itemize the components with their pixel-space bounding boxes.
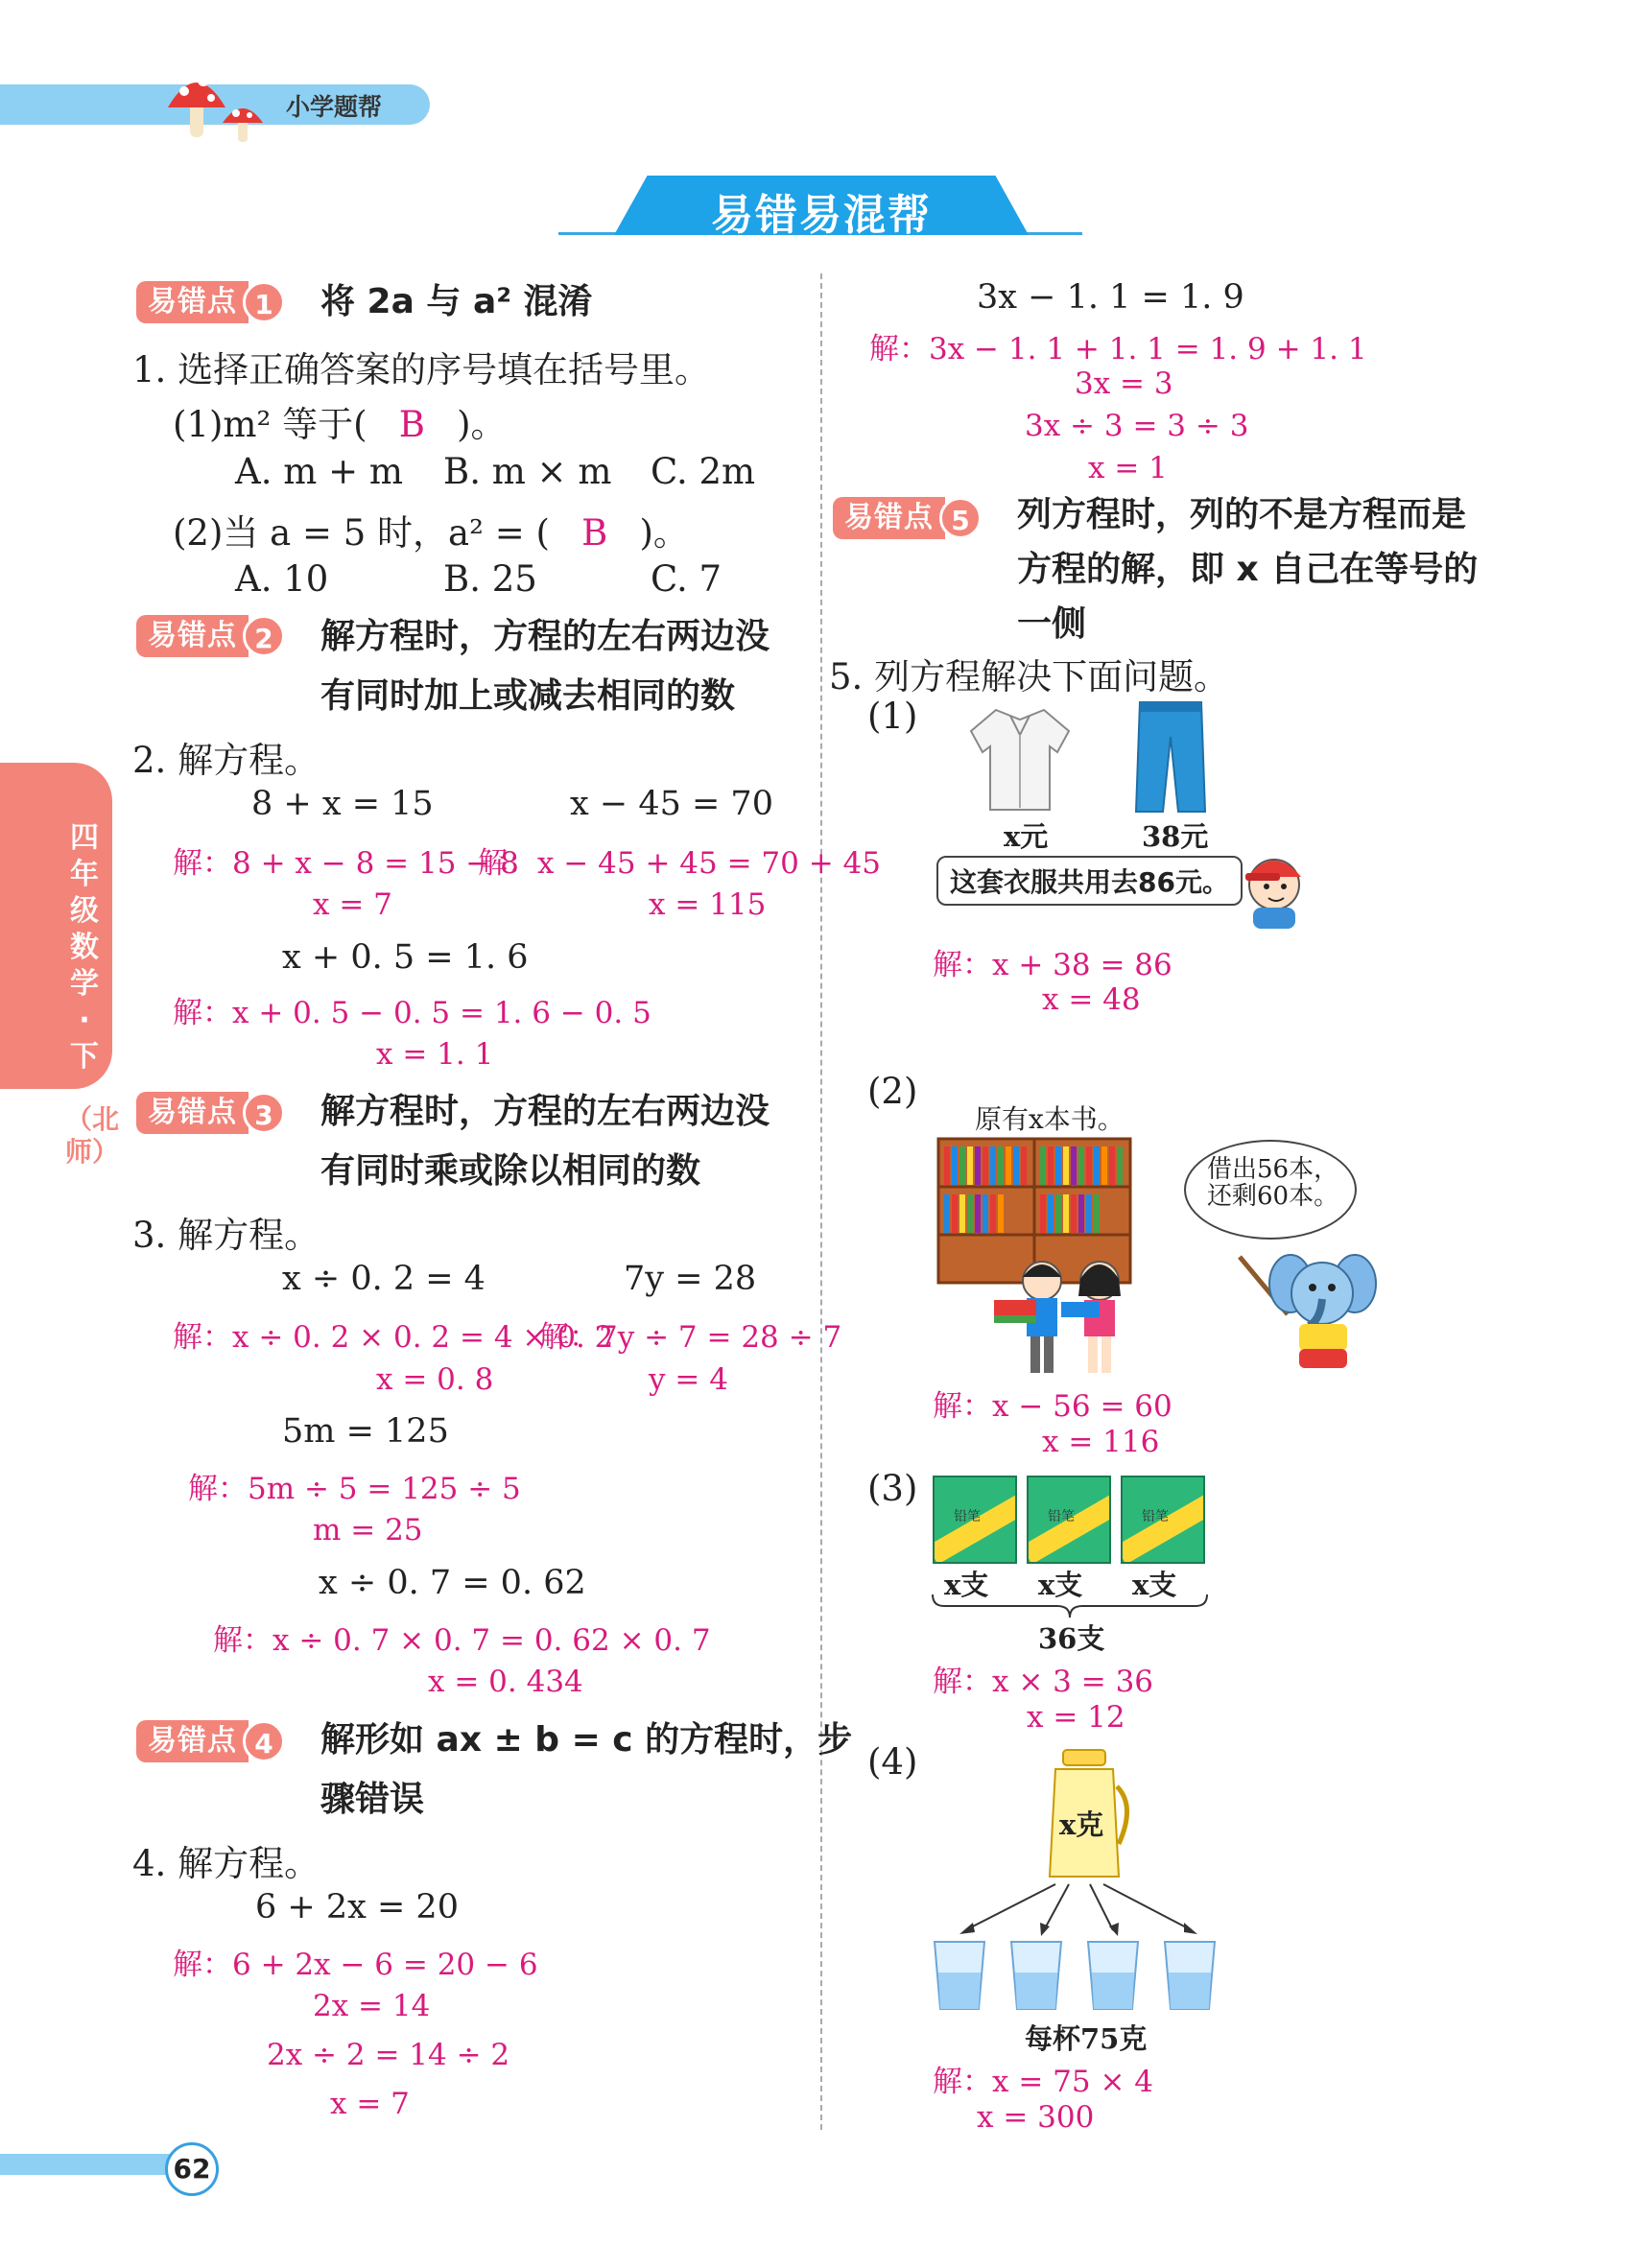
- error-point-badge-4: [136, 1719, 285, 1763]
- column-divider: [820, 273, 822, 2130]
- question-4-stem: 4. 解方程。: [132, 1843, 320, 1884]
- elephant-icon: [1238, 1238, 1382, 1382]
- q1-p2-option-a: A. 10: [235, 558, 329, 600]
- pants-price: 38元: [1142, 820, 1209, 853]
- q4-equation-2: 3x − 1. 1 = 1. 9: [977, 278, 1244, 317]
- shirt-price: x元: [1004, 820, 1049, 853]
- side-tab-edition: （北师）: [65, 1103, 120, 1168]
- q3-equation-4: x ÷ 0. 7 = 0. 62: [319, 1564, 586, 1602]
- error-point-badge-3: [136, 1091, 285, 1135]
- q2-solution-1-step-1: 解：8 + x − 8 = 15 − 8: [173, 846, 519, 881]
- q1-p1-prefix: (1)m² 等于(: [173, 404, 367, 445]
- mushroom-icon: [163, 58, 278, 149]
- pants-icon: [1132, 698, 1209, 817]
- pencil-box-label: 铅笔: [954, 1509, 981, 1524]
- q2-solution-2-step-2: x = 115: [649, 887, 767, 922]
- q3-equation-1: x ÷ 0. 2 = 4: [282, 1260, 485, 1298]
- pencil-stripe: [933, 1488, 1017, 1564]
- error-point-title-3: [320, 1082, 770, 1201]
- title-line-3: 一侧: [1017, 604, 1087, 644]
- pencil-box-label: 铅笔: [1142, 1509, 1169, 1524]
- title-line-1: 解方程时，方程的左右两边没: [320, 617, 770, 656]
- box-2-count: x支: [1038, 1569, 1083, 1601]
- error-point-badge-5: [833, 496, 982, 540]
- title-line-1: 解方程时，方程的左右两边没: [320, 1092, 770, 1131]
- q5-part-4-label: (4): [867, 1741, 918, 1783]
- question-3-stem: 3. 解方程。: [132, 1215, 320, 1256]
- shirt-icon: [967, 702, 1073, 815]
- q3-equation-3: 5m = 125: [282, 1412, 449, 1451]
- pencil-box-1: [933, 1476, 1017, 1564]
- q5-p2-caption: 原有x本书。: [975, 1103, 1125, 1135]
- error-point-title-1: 将 2a 与 a² 混淆: [320, 282, 593, 321]
- q5-p4-caption: 每杯75克: [1025, 2022, 1148, 2055]
- bookshelf-icon: [936, 1137, 1176, 1377]
- q4-solution-1-step-4: x = 7: [330, 2087, 410, 2121]
- q5-p4-solution-step-2: x = 300: [977, 2100, 1095, 2135]
- badge-label: 易错点: [136, 1720, 249, 1762]
- q1-p1-option-c: C. 2m: [651, 451, 756, 492]
- q5-p1-solution-step-1: 解：x + 38 = 86: [933, 948, 1172, 982]
- pencil-stripe: [1027, 1488, 1111, 1564]
- speech-bubble-2-text: [1207, 1156, 1338, 1210]
- q3-solution-3-step-1: 解：5m ÷ 5 = 125 ÷ 5: [188, 1472, 521, 1506]
- title-line-2: 骤错误: [320, 1780, 425, 1819]
- q5-p2-solution-step-1: 解：x − 56 = 60: [933, 1389, 1172, 1424]
- pencil-box-2: [1027, 1476, 1111, 1564]
- q2-solution-3-step-1: 解：x + 0. 5 − 0. 5 = 1. 6 − 0. 5: [173, 996, 651, 1030]
- question-1-part-1: [173, 395, 507, 447]
- q5-p2-solution-step-2: x = 116: [1042, 1425, 1160, 1459]
- q1-p2-answer: B: [581, 512, 608, 554]
- question-2-stem: 2. 解方程。: [132, 740, 320, 781]
- q5-p3-solution-step-1: 解：x × 3 = 36: [933, 1665, 1154, 1699]
- q5-p3-solution-step-2: x = 12: [1027, 1700, 1125, 1735]
- title-line-2: 方程的解，即 x 自己在等号的: [1017, 550, 1479, 589]
- box-1-count: x支: [944, 1569, 989, 1601]
- q5-part-2-label: (2): [867, 1071, 918, 1112]
- error-point-badge-1: [136, 280, 285, 324]
- q4-equation-1: 6 + 2x = 20: [255, 1888, 459, 1926]
- bubble-line-1: 借出56本，: [1207, 1155, 1339, 1184]
- kettle-label: x克: [1059, 1808, 1104, 1841]
- q3-solution-3-step-2: m = 25: [313, 1513, 423, 1547]
- q5-part-3-label: (3): [867, 1468, 918, 1509]
- q4-solution-1-step-3: 2x ÷ 2 = 14 ÷ 2: [267, 2038, 510, 2072]
- question-5-stem: 5. 列方程解决下面问题。: [829, 656, 1230, 697]
- q1-p2-prefix: (2)当 a = 5 时，a² = (: [173, 512, 550, 554]
- q2-equation-1: 8 + x = 15: [251, 785, 434, 823]
- title-line-2: 有同时加上或减去相同的数: [320, 676, 736, 716]
- q1-p2-option-b: B. 25: [443, 558, 537, 600]
- box-3-count: x支: [1132, 1569, 1177, 1601]
- q2-solution-2-step-1: 解：x − 45 + 45 = 70 + 45: [478, 846, 881, 881]
- brand-name: 小学题帮: [286, 93, 383, 121]
- q1-p1-option-a: A. m + m: [235, 451, 403, 492]
- badge-number: 1: [243, 281, 285, 323]
- q5-p4-solution-step-1: 解：x = 75 × 4: [933, 2065, 1154, 2099]
- pencil-stripe: [1121, 1488, 1205, 1564]
- q3-equation-2: 7y = 28: [624, 1260, 757, 1298]
- badge-number: 4: [243, 1720, 285, 1762]
- q4-solution-2-step-4: x = 1: [1088, 451, 1168, 485]
- pencil-box-label: 铅笔: [1048, 1509, 1075, 1524]
- title-line-1: 解形如 ax ± b = c 的方程时，步: [320, 1720, 853, 1760]
- badge-label: 易错点: [136, 1092, 249, 1134]
- error-point-title-2: [320, 607, 770, 726]
- page-title: 易错易混帮: [711, 191, 932, 240]
- q1-p1-answer: B: [398, 404, 425, 445]
- pencil-box-3: [1121, 1476, 1205, 1564]
- badge-label: 易错点: [833, 497, 945, 539]
- question-1-stem: 1. 选择正确答案的序号填在括号里。: [132, 349, 711, 390]
- title-line-2: 有同时乘或除以相同的数: [320, 1151, 701, 1191]
- q1-p2-option-c: C. 7: [651, 558, 722, 600]
- q2-equation-2: x − 45 = 70: [570, 785, 773, 823]
- q3-solution-1-step-1: 解：x ÷ 0. 2 × 0. 2 = 4 × 0. 2: [173, 1320, 614, 1355]
- brace-icon: [931, 1593, 1209, 1619]
- q4-solution-1-step-1: 解：6 + 2x − 6 = 20 − 6: [173, 1948, 538, 1982]
- bubble-line-2: 还剩60本。: [1207, 1182, 1339, 1211]
- q1-p1-option-b: B. m × m: [443, 451, 612, 492]
- q4-solution-2-step-1: 解：3x − 1. 1 + 1. 1 = 1. 9 + 1. 1: [869, 332, 1367, 366]
- q2-equation-3: x + 0. 5 = 1. 6: [282, 938, 529, 977]
- q5-part-1-label: (1): [867, 696, 918, 737]
- error-point-title-4: [320, 1711, 852, 1830]
- q2-solution-1-step-2: x = 7: [313, 887, 392, 922]
- badge-label: 易错点: [136, 615, 249, 657]
- q4-solution-2-step-2: 3x = 3: [1075, 366, 1173, 401]
- q4-solution-1-step-2: 2x = 14: [313, 1989, 431, 2023]
- error-point-badge-2: [136, 614, 285, 658]
- total-count: 36支: [1038, 1622, 1105, 1655]
- badge-label: 易错点: [136, 281, 249, 323]
- arrows-icon: [950, 1880, 1209, 1938]
- q3-solution-4-step-1: 解：x ÷ 0. 7 × 0. 7 = 0. 62 × 0. 7: [213, 1623, 711, 1658]
- q1-p1-suffix: )。: [457, 404, 507, 445]
- q3-solution-2-step-2: y = 4: [649, 1362, 728, 1397]
- title-line-1: 列方程时，列的不是方程而是: [1017, 495, 1467, 534]
- badge-number: 3: [243, 1092, 285, 1134]
- badge-number: 5: [939, 497, 982, 539]
- question-1-part-2: [173, 504, 689, 555]
- speech-bubble-1: 这套衣服共用去86元。: [936, 856, 1243, 906]
- side-tab-grade: 四年级数学·下: [70, 821, 99, 1074]
- q1-p2-suffix: )。: [639, 512, 689, 554]
- q3-solution-1-step-2: x = 0. 8: [376, 1362, 494, 1397]
- q5-p1-solution-step-2: x = 48: [1042, 982, 1141, 1017]
- error-point-title-5: [1017, 487, 1478, 651]
- q2-solution-3-step-2: x = 1. 1: [376, 1037, 494, 1072]
- page-number: 62: [165, 2142, 219, 2196]
- cups-icon: [931, 1938, 1219, 2015]
- q3-solution-2-step-1: 解：7y ÷ 7 = 28 ÷ 7: [539, 1320, 842, 1355]
- q3-solution-4-step-2: x = 0. 434: [428, 1665, 583, 1699]
- badge-number: 2: [243, 615, 285, 657]
- boy-icon: [1236, 848, 1313, 931]
- q4-solution-2-step-3: 3x ÷ 3 = 3 ÷ 3: [1025, 409, 1249, 443]
